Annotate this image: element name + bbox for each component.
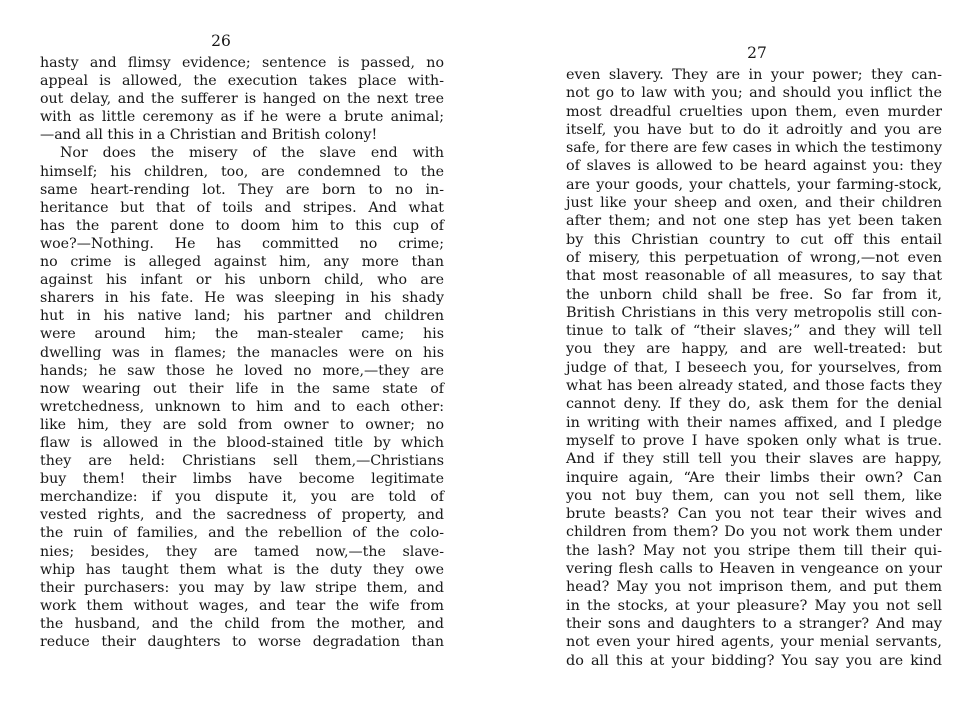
text-line: hands; he saw those he loved no more,—they are [40, 362, 444, 379]
text-line: whip has taught them what is the duty they owe [40, 561, 444, 578]
text-line: just like your sheep and oxen, and their children [566, 195, 942, 212]
text-line: in the stocks, at your pleasure? May you not sell [566, 597, 942, 614]
text-line: —and all this in a Christian and British colony! [40, 127, 378, 144]
page-number-left: 26 [211, 32, 231, 50]
text-line: no crime is alleged against him, any more than [40, 254, 444, 271]
text-line: of slaves is allowed to be heard against you: they [566, 158, 942, 175]
text-line: work them without wages, and tear the wife from [40, 597, 444, 614]
text-line: woe?—Nothing. He has committed no crime; [40, 235, 444, 252]
text-line: sharers in his fate. He was sleeping in his shady [40, 290, 444, 307]
text-line: myself to prove I have spoken only what is true. [566, 432, 942, 449]
text-line: safe, for there are few cases in which the testimony [566, 140, 942, 157]
text-line: inquire again, “Are their limbs their own? Can [566, 469, 942, 486]
text-line: most dreadful cruelties upon them, even murder [566, 103, 942, 120]
text-line: head? May you not imprison them, and put them [566, 579, 942, 596]
text-line: British Christians in this very metropolis still con- [566, 304, 942, 321]
text-line: out delay, and the sufferer is hanged on the next tree [40, 91, 444, 108]
text-line: same heart-rending lot. They are born to no in- [40, 181, 444, 198]
text-line: were around him; the man-stealer came; his [40, 326, 444, 343]
text-line: do all this at your bidding? You say you are kind [566, 652, 942, 669]
text-line: of misery, this perpetuation of wrong,—not even [566, 249, 942, 266]
text-line: vested rights, and the sacredness of property, and [40, 507, 444, 524]
text-line: not even your hired agents, your menial servants, [566, 634, 942, 651]
text-line: with as little ceremony as if he were a brute animal; [40, 109, 444, 126]
text-line: has the parent done to doom him to this cup of [40, 217, 444, 234]
text-line: their purchasers: you may by law stripe them, and [40, 579, 444, 596]
text-line: the lash? May not you stripe them till their qui- [566, 542, 942, 559]
text-line: hut in his native land; his partner and children [40, 308, 444, 325]
text-line: you they are happy, and are well-treated: but [566, 341, 942, 358]
page-number-right: 27 [747, 44, 767, 62]
text-line: merchandize: if you dispute it, you are told of [40, 489, 444, 506]
text-line: like him, they are sold from owner to owner; no [40, 416, 444, 433]
text-line: are your goods, your chattels, your farming-stock, [566, 176, 942, 193]
text-line: against his infant or his unborn child, who are [40, 272, 444, 289]
text-line: the husband, and the child from the mother, and [40, 615, 444, 632]
text-line: itself, you have but to do it adroitly and you are [566, 121, 942, 138]
text-line: not go to law with you; and should you inflict the [566, 85, 942, 102]
text-line: heritance but that of toils and stripes. And what [40, 199, 444, 216]
text-line: appeal is allowed, the execution takes place with- [40, 73, 444, 90]
text-line: cannot deny. If they do, ask them for the denial [566, 396, 942, 413]
text-line: children from them? Do you not work them under [566, 524, 942, 541]
text-line: you not buy them, can you not sell them, like [566, 487, 942, 504]
text-line: vering flesh calls to Heaven in vengeance on your [566, 561, 942, 578]
text-line: after them; and not one step has yet been taken [566, 213, 942, 230]
text-line: buy them! their limbs have become legitimate [40, 471, 444, 488]
text-line: the ruin of families, and the rebellion of the colo- [40, 525, 444, 542]
text-line: reduce their daughters to worse degradation than [40, 634, 444, 650]
text-line: tinue to talk of “their slaves;” and they will tell [566, 323, 942, 340]
text-line: that most reasonable of all measures, to say that [566, 268, 942, 285]
right-page-text [566, 66, 942, 670]
text-line: judge of that, I beseech you, for yourselves, from [566, 359, 942, 376]
left-page-text [40, 54, 444, 651]
text-line: brute beasts? Can you not tear their wives and [566, 506, 942, 523]
text-line: dwelling was in flames; the manacles were on his [40, 344, 444, 361]
text-line: even slavery. They are in your power; they can- [566, 67, 942, 83]
text-line: now wearing out their life in the same state of [40, 380, 444, 397]
text-line: nies; besides, they are tamed now,—the slave- [40, 543, 444, 560]
text-line: their sons and daughters to a stranger? And may [566, 615, 942, 632]
text-line: Nor does the misery of the slave end with [60, 145, 444, 162]
text-line: in writing with their names affixed, and I pledge [566, 414, 942, 431]
text-line: And if they still tell you their slaves are happy, [566, 451, 942, 468]
text-line: the unborn child shall be free. So far from it, [566, 286, 942, 303]
text-line: by this Christian country to cut off this entail [566, 231, 942, 248]
text-line: they are held: Christians sell them,—Christians [40, 453, 444, 470]
book-gutter [490, 0, 491, 709]
text-line: flaw is allowed in the blood-stained title by which [40, 434, 444, 451]
text-line: what has been already stated, and those facts they [566, 378, 942, 395]
text-line: wretchedness, unknown to him and to each other: [40, 398, 444, 415]
text-line: himself; his children, too, are condemned to the [40, 163, 444, 180]
text-line: hasty and flimsy evidence; sentence is passed, no [40, 55, 444, 71]
